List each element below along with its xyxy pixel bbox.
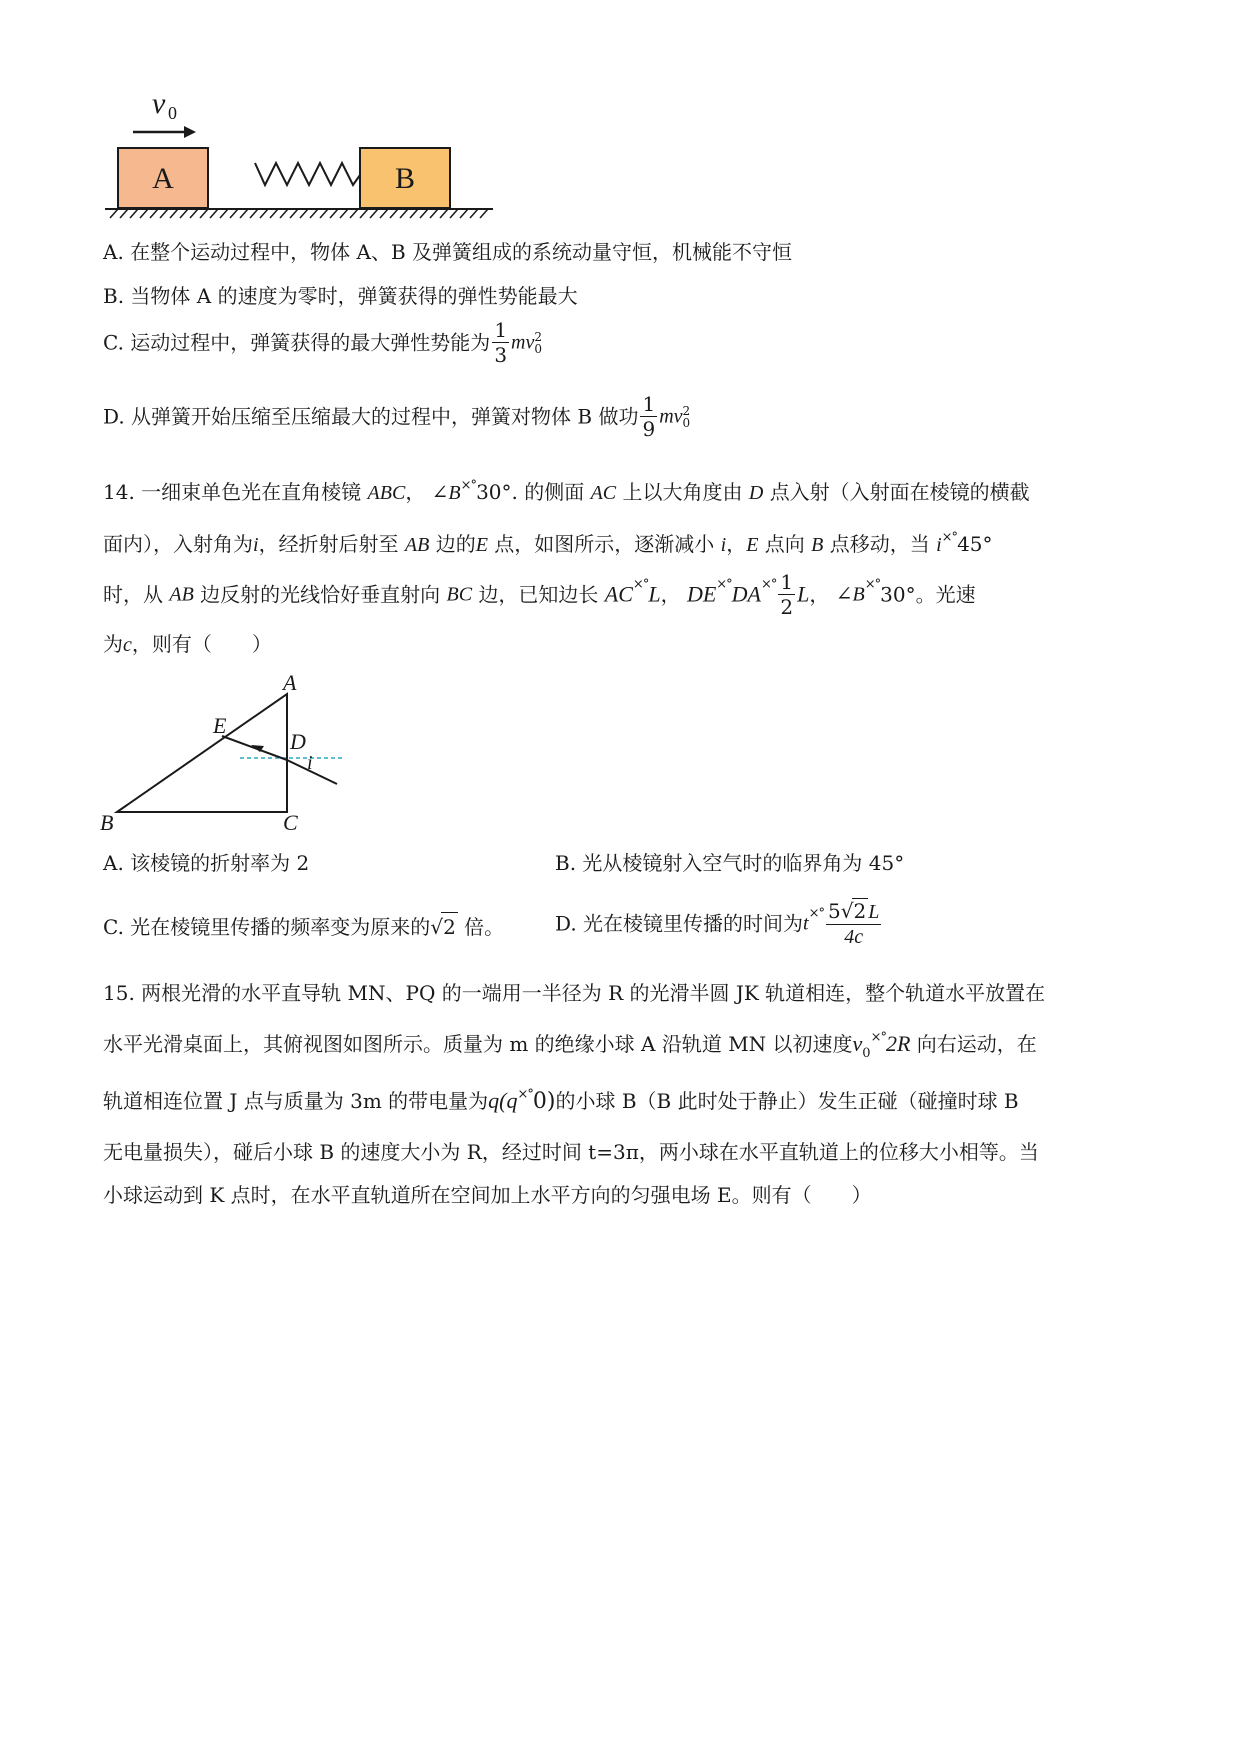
refracted-ray: [222, 736, 287, 760]
glitch-mark: ×°: [941, 530, 958, 545]
text: ，: [660, 582, 681, 607]
math-q: q(q: [488, 1088, 518, 1113]
text: D. 光在棱镜里传播的时间为: [555, 911, 804, 936]
text: ，则有（ ）: [131, 632, 272, 656]
q13-option-d-text: D. 从弹簧开始压缩至压缩最大的过程中，弹簧对物体 B 做功: [103, 404, 639, 429]
subscript: 0: [682, 415, 691, 430]
math-angle: ∠B: [835, 583, 865, 606]
q14-option-d: [555, 898, 883, 958]
subscript: 0: [862, 1046, 871, 1061]
ground-hatching: [110, 209, 488, 218]
q14-line-4: [103, 630, 272, 659]
math-bc: BC: [446, 583, 473, 606]
fraction-denominator: 3: [494, 343, 508, 367]
subscript: 0: [534, 341, 543, 356]
q13-option-c-fraction: [492, 318, 509, 367]
math-de: DE: [686, 581, 717, 607]
text: 向右运动，在: [916, 1032, 1037, 1056]
text: 时，从: [103, 582, 163, 607]
fraction-denominator: 4c: [844, 926, 864, 948]
math-e: E: [746, 534, 759, 556]
glitch-mark: ×°: [460, 478, 477, 493]
glitch-mark: ×°: [870, 1030, 886, 1045]
text: ，经折射后射至: [258, 532, 399, 556]
q14-line-1: [103, 478, 1030, 510]
text: 点入射（入射面在棱镜的横截: [769, 480, 1030, 504]
math-zero: 0): [532, 1089, 556, 1114]
superscript: 2: [534, 329, 543, 344]
angle-i-label: i: [307, 752, 313, 774]
time-fraction: [826, 898, 881, 949]
exponent-block: [683, 405, 693, 429]
math-degree: 45°: [957, 532, 993, 556]
q15-line-4: 无电量损失），碰后小球 B 的速度大小为 R，经过时间 t=3π，两小球在水平直轨道上的位移大小相等。当: [103, 1140, 1039, 1164]
point-d-label: D: [290, 729, 306, 754]
text: 边的: [435, 532, 476, 556]
mass-velocity: mv: [659, 405, 683, 428]
q13-option-d: [103, 392, 693, 441]
math-ab: AB: [404, 534, 430, 556]
text: 。光速: [915, 582, 976, 607]
text: 点，如图所示，逐渐减小: [494, 532, 715, 556]
q15-line-5: 小球运动到 K 点时，在水平直轨道所在空间加上水平方向的匀强电场 E。则有（ ）: [103, 1183, 872, 1207]
math-i: i: [720, 534, 727, 556]
text: 14. 一细束单色光在直角棱镜: [103, 480, 362, 504]
math-angle: ∠B: [431, 482, 461, 504]
blocks-spring-figure: [100, 85, 500, 230]
glitch-mark: ×°: [864, 576, 881, 592]
vertex-a-label: A: [283, 672, 297, 695]
math-ab: AB: [169, 583, 194, 606]
fraction-denominator: 2: [780, 595, 794, 619]
glitch-mark: ×°: [517, 1087, 533, 1102]
fraction-denominator: 9: [642, 417, 656, 441]
v0-subscript: 0: [168, 103, 177, 123]
sqrt-radicand: 2: [441, 912, 458, 941]
math-b: B: [811, 534, 824, 556]
q13-option-a: A. 在整个运动过程中，物体 A、B 及弹簧组成的系统动量守恒，机械能不守恒: [103, 240, 793, 264]
text: 边反射的光线恰好垂直射向: [200, 582, 441, 607]
text: 边，已知边长: [478, 582, 599, 607]
q15-line-1: 15. 两根光滑的水平直导轨 MN、PQ 的一端用一半径为 R 的光滑半圆 JK 轨道相连，整个轨道水平放置在: [103, 981, 1046, 1005]
fraction-numerator: 1: [780, 570, 794, 594]
fraction-numerator: 1: [642, 392, 656, 416]
text: 的小球 B（B 此时处于静止）发生正碰（碰撞时球 B: [555, 1089, 1019, 1113]
q14-option-b: B. 光从棱镜射入空气时的临界角为 45°: [555, 851, 905, 875]
q13-option-c: [103, 318, 544, 367]
sqrt-symbol: √: [430, 915, 444, 939]
q13-option-c-text: C. 运动过程中，弹簧获得的最大弹性势能为: [103, 330, 491, 355]
block-a-label: A: [152, 162, 174, 195]
velocity-arrow-head: [184, 126, 196, 138]
math-ac: AC: [604, 581, 633, 607]
math-l: L: [868, 901, 880, 923]
text: 面内），入射角为: [103, 532, 253, 556]
math-degree: 30°: [476, 480, 512, 504]
q13-option-b: B. 当物体 A 的速度为零时，弹簧获得的弹性势能最大: [103, 284, 578, 308]
fraction-numerator: 1: [494, 318, 508, 342]
math-da: DA: [731, 581, 761, 607]
math-d: D: [748, 482, 764, 504]
glitch-mark: ×°: [716, 576, 732, 592]
q13-option-d-fraction: [640, 392, 657, 441]
point-e-label: E: [213, 713, 227, 738]
spring: [255, 163, 360, 185]
q15-line-2: [103, 1030, 1037, 1062]
text: 点移动，当: [829, 532, 930, 556]
glitch-mark: ×°: [632, 576, 649, 592]
q14-line-3: [103, 570, 976, 626]
sqrt-radicand: 2: [853, 899, 867, 923]
text: 点向: [764, 532, 805, 556]
vertex-c-label: C: [283, 810, 298, 835]
text: ，: [726, 532, 747, 556]
prism-triangle: [117, 694, 287, 812]
math-l: L: [648, 581, 661, 607]
prism-figure: [95, 672, 355, 837]
half-fraction: [778, 570, 795, 619]
q14-option-a: A. 该棱镜的折射率为 2: [103, 851, 310, 875]
text: 倍。: [464, 915, 505, 939]
math-degree: 30°: [880, 582, 916, 607]
math-i: i: [936, 534, 942, 556]
glitch-mark: ×°: [761, 576, 777, 592]
q14-option-c: [103, 912, 504, 941]
text: C. 光在棱镜里传播的频率变为原来的: [103, 915, 431, 939]
v0-label: v: [152, 87, 166, 120]
exponent-block: [534, 331, 544, 355]
text: 水平光滑桌面上，其俯视图如图所示。质量为 m 的绝缘小球 A 沿轨道 MN 以初速度: [103, 1032, 853, 1056]
math-abc: ABC: [367, 482, 406, 504]
math-ac: AC: [590, 482, 617, 504]
text: 的侧面: [524, 480, 585, 504]
text: ，: [809, 582, 830, 607]
math-i: i: [253, 534, 259, 556]
block-b-label: B: [394, 162, 416, 195]
text: 轨道相连位置 J 点与质量为 3m 的带电量为: [103, 1089, 489, 1113]
math-c: c: [123, 634, 132, 656]
numerator-coefficient: 5: [828, 899, 841, 923]
q14-line-2: [103, 530, 993, 562]
text: .: [511, 480, 518, 504]
math-2r: 2R: [885, 1031, 911, 1056]
text: 为: [103, 632, 123, 656]
glitch-mark: ×°: [808, 905, 825, 921]
math-l: L: [797, 581, 810, 607]
text: ，: [405, 480, 426, 504]
mass-velocity: mv: [511, 331, 535, 354]
math-e: E: [475, 534, 488, 556]
math-v: v: [852, 1031, 863, 1056]
superscript: 2: [682, 403, 691, 418]
text: 上以大角度由: [622, 480, 743, 504]
math-t: t: [803, 912, 809, 935]
q15-line-3: [103, 1087, 1019, 1119]
vertex-b-label: B: [100, 810, 114, 835]
fraction-numerator: [826, 898, 881, 925]
sqrt-symbol: √: [840, 899, 854, 923]
